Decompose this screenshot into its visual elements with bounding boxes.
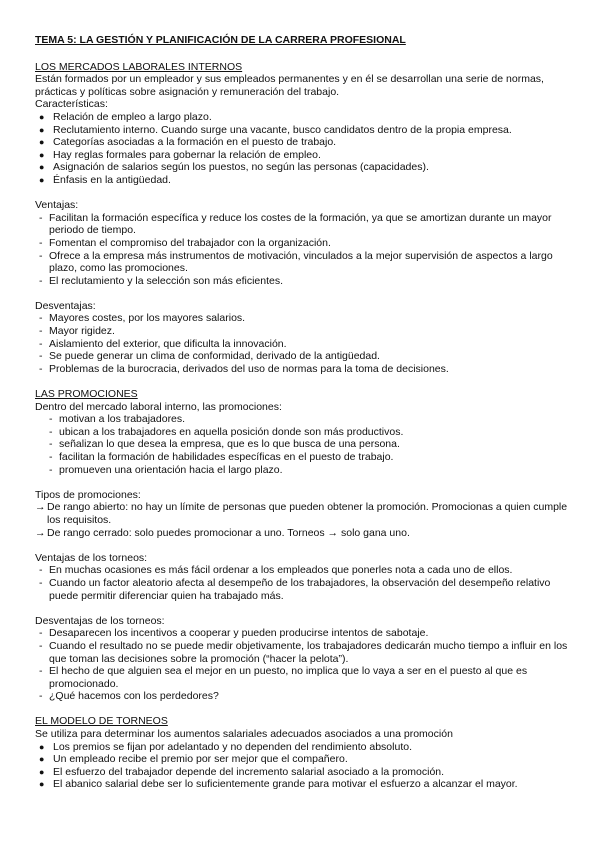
- modelo-intro: Se utiliza para determinar los aumentos salariales adecuados asociados a una promoción: [35, 728, 453, 741]
- list-item: - Fomentan el compromiso del trabajador con la organización.: [35, 237, 570, 250]
- desventajas-list: [35, 312, 570, 375]
- list-item: - El reclutamiento y la selección son más eficientes.: [35, 275, 570, 288]
- list-item: - Se puede generar un clima de conformidad, derivado de la antigüedad.: [35, 350, 570, 363]
- list-item: ● Reclutamiento interno. Cuando surge una vacante, busco candidatos dentro de la propia empresa.: [35, 124, 570, 137]
- list-item: - En muchas ocasiones es más fácil ordenar a los empleados que ponerles nota a cada uno de ellos.: [35, 564, 570, 577]
- tipos-label: Tipos de promociones:: [35, 488, 141, 501]
- spacer: [35, 476, 570, 489]
- caracteristicas-label: Características:: [35, 98, 108, 111]
- list-item: - señalizan lo que desea la empresa, que es lo que busca de una persona.: [35, 438, 570, 451]
- ventajas-torneos-label: Ventajas de los torneos:: [35, 551, 148, 564]
- spacer: [35, 375, 570, 388]
- desventajas-label: Desventajas:: [35, 299, 96, 312]
- spacer: [35, 287, 570, 300]
- list-item: ● Categorías asociadas a la formación en el puesto de trabajo.: [35, 136, 570, 149]
- list-item: - ubican a los trabajadores en aquella posición donde son más productivos.: [35, 426, 570, 439]
- spacer: [35, 602, 570, 615]
- list-item: → De rango abierto: no hay un límite de personas que pueden obtener la promoción. Promocionas a quien cumple los requisitos.: [35, 501, 570, 526]
- list-item: ● Asignación de salarios según los puestos, no según las personas (capacidades).: [35, 161, 570, 174]
- list-item: - promueven una orientación hacia el largo plazo.: [35, 464, 570, 477]
- list-item: - Ofrece a la empresa más instrumentos de motivación, vinculados a la mejor supervisión de aspectos a largo plazo, como las promociones.: [35, 250, 570, 275]
- list-item: - Problemas de la burocracia, derivados del uso de normas para la toma de decisiones.: [35, 363, 570, 376]
- list-item: ● Relación de empleo a largo plazo.: [35, 111, 570, 124]
- ventajas-torneos-list: [35, 564, 570, 602]
- ventajas-list: [35, 212, 570, 288]
- desventajas-torneos-label: Desventajas de los torneos:: [35, 614, 165, 627]
- list-item: - Aislamiento del exterior, que dificulta la innovación.: [35, 338, 570, 351]
- list-item: - Mayor rigidez.: [35, 325, 570, 338]
- spacer: [35, 187, 570, 200]
- promociones-intro: Dentro del mercado laboral interno, las promociones:: [35, 400, 282, 413]
- list-item: ● El abanico salarial debe ser lo suficientemente grande para motivar el esfuerzo a alcanzar el mayor.: [35, 778, 570, 791]
- desventajas-torneos-list: [35, 627, 570, 703]
- section-heading-mercados: LOS MERCADOS LABORALES INTERNOS: [35, 60, 243, 73]
- document-title: TEMA 5: LA GESTIÓN Y PLANIFICACIÓN DE LA CARRERA PROFESIONAL: [35, 34, 406, 46]
- list-item: - Mayores costes, por los mayores salarios.: [35, 312, 570, 325]
- mercados-intro: Están formados por un empleador y sus empleados permanentes y en él se desarrollan una serie de normas, prácticas y políticas sobre asignación y remuneración del trabajo.: [35, 73, 544, 98]
- list-item: ● Hay reglas formales para gobernar la relación de empleo.: [35, 149, 570, 162]
- list-item: - El hecho de que alguien sea el mejor en un puesto, no implica que lo vaya a ser en el puesto al que es promocionado.: [35, 665, 570, 690]
- list-item: - Facilitan la formación específica y reduce los costes de la formación, ya que se amortizan durante un mayor periodo de tiempo.: [35, 212, 570, 237]
- list-item: - Cuando el resultado no se puede medir objetivamente, los trabajadores dedicarán mucho tiempo a influir en los que toman las decisiones sobre la promoción (“hacer la pelota”).: [35, 640, 570, 665]
- section-heading-modelo: EL MODELO DE TORNEOS: [35, 715, 168, 728]
- list-item: ● El esfuerzo del trabajador depende del incremento salarial asociado a la promoción.: [35, 766, 570, 779]
- ventajas-label: Ventajas:: [35, 199, 79, 212]
- caracteristicas-list: [35, 111, 570, 187]
- spacer: [35, 703, 570, 716]
- section-heading-promociones: LAS PROMOCIONES: [35, 388, 138, 401]
- list-item: - facilitan la formación de habilidades específicas en el puesto de trabajo.: [35, 451, 570, 464]
- list-item: ● Los premios se fijan por adelantado y no dependen del rendimiento absoluto.: [35, 741, 570, 754]
- list-item: - ¿Qué hacemos con los perdedores?: [35, 690, 570, 703]
- spacer: [35, 539, 570, 552]
- modelo-list: [35, 741, 570, 791]
- tipos-list: [35, 501, 570, 539]
- list-item: → De rango cerrado: solo puedes promocionar a uno. Torneos → solo gana uno.: [35, 527, 570, 540]
- list-item: ● Un empleado recibe el premio por ser mejor que el compañero.: [35, 753, 570, 766]
- list-item: - Desaparecen los incentivos a cooperar y pueden producirse intentos de sabotaje.: [35, 627, 570, 640]
- list-item: ● Énfasis en la antigüedad.: [35, 174, 570, 187]
- promociones-list: [35, 413, 570, 476]
- list-item: - Cuando un factor aleatorio afecta al desempeño de los trabajadores, la observación del desempeño relativo puede permitir diferenciar quien ha trabajado más.: [35, 577, 570, 602]
- list-item: - motivan a los trabajadores.: [35, 413, 570, 426]
